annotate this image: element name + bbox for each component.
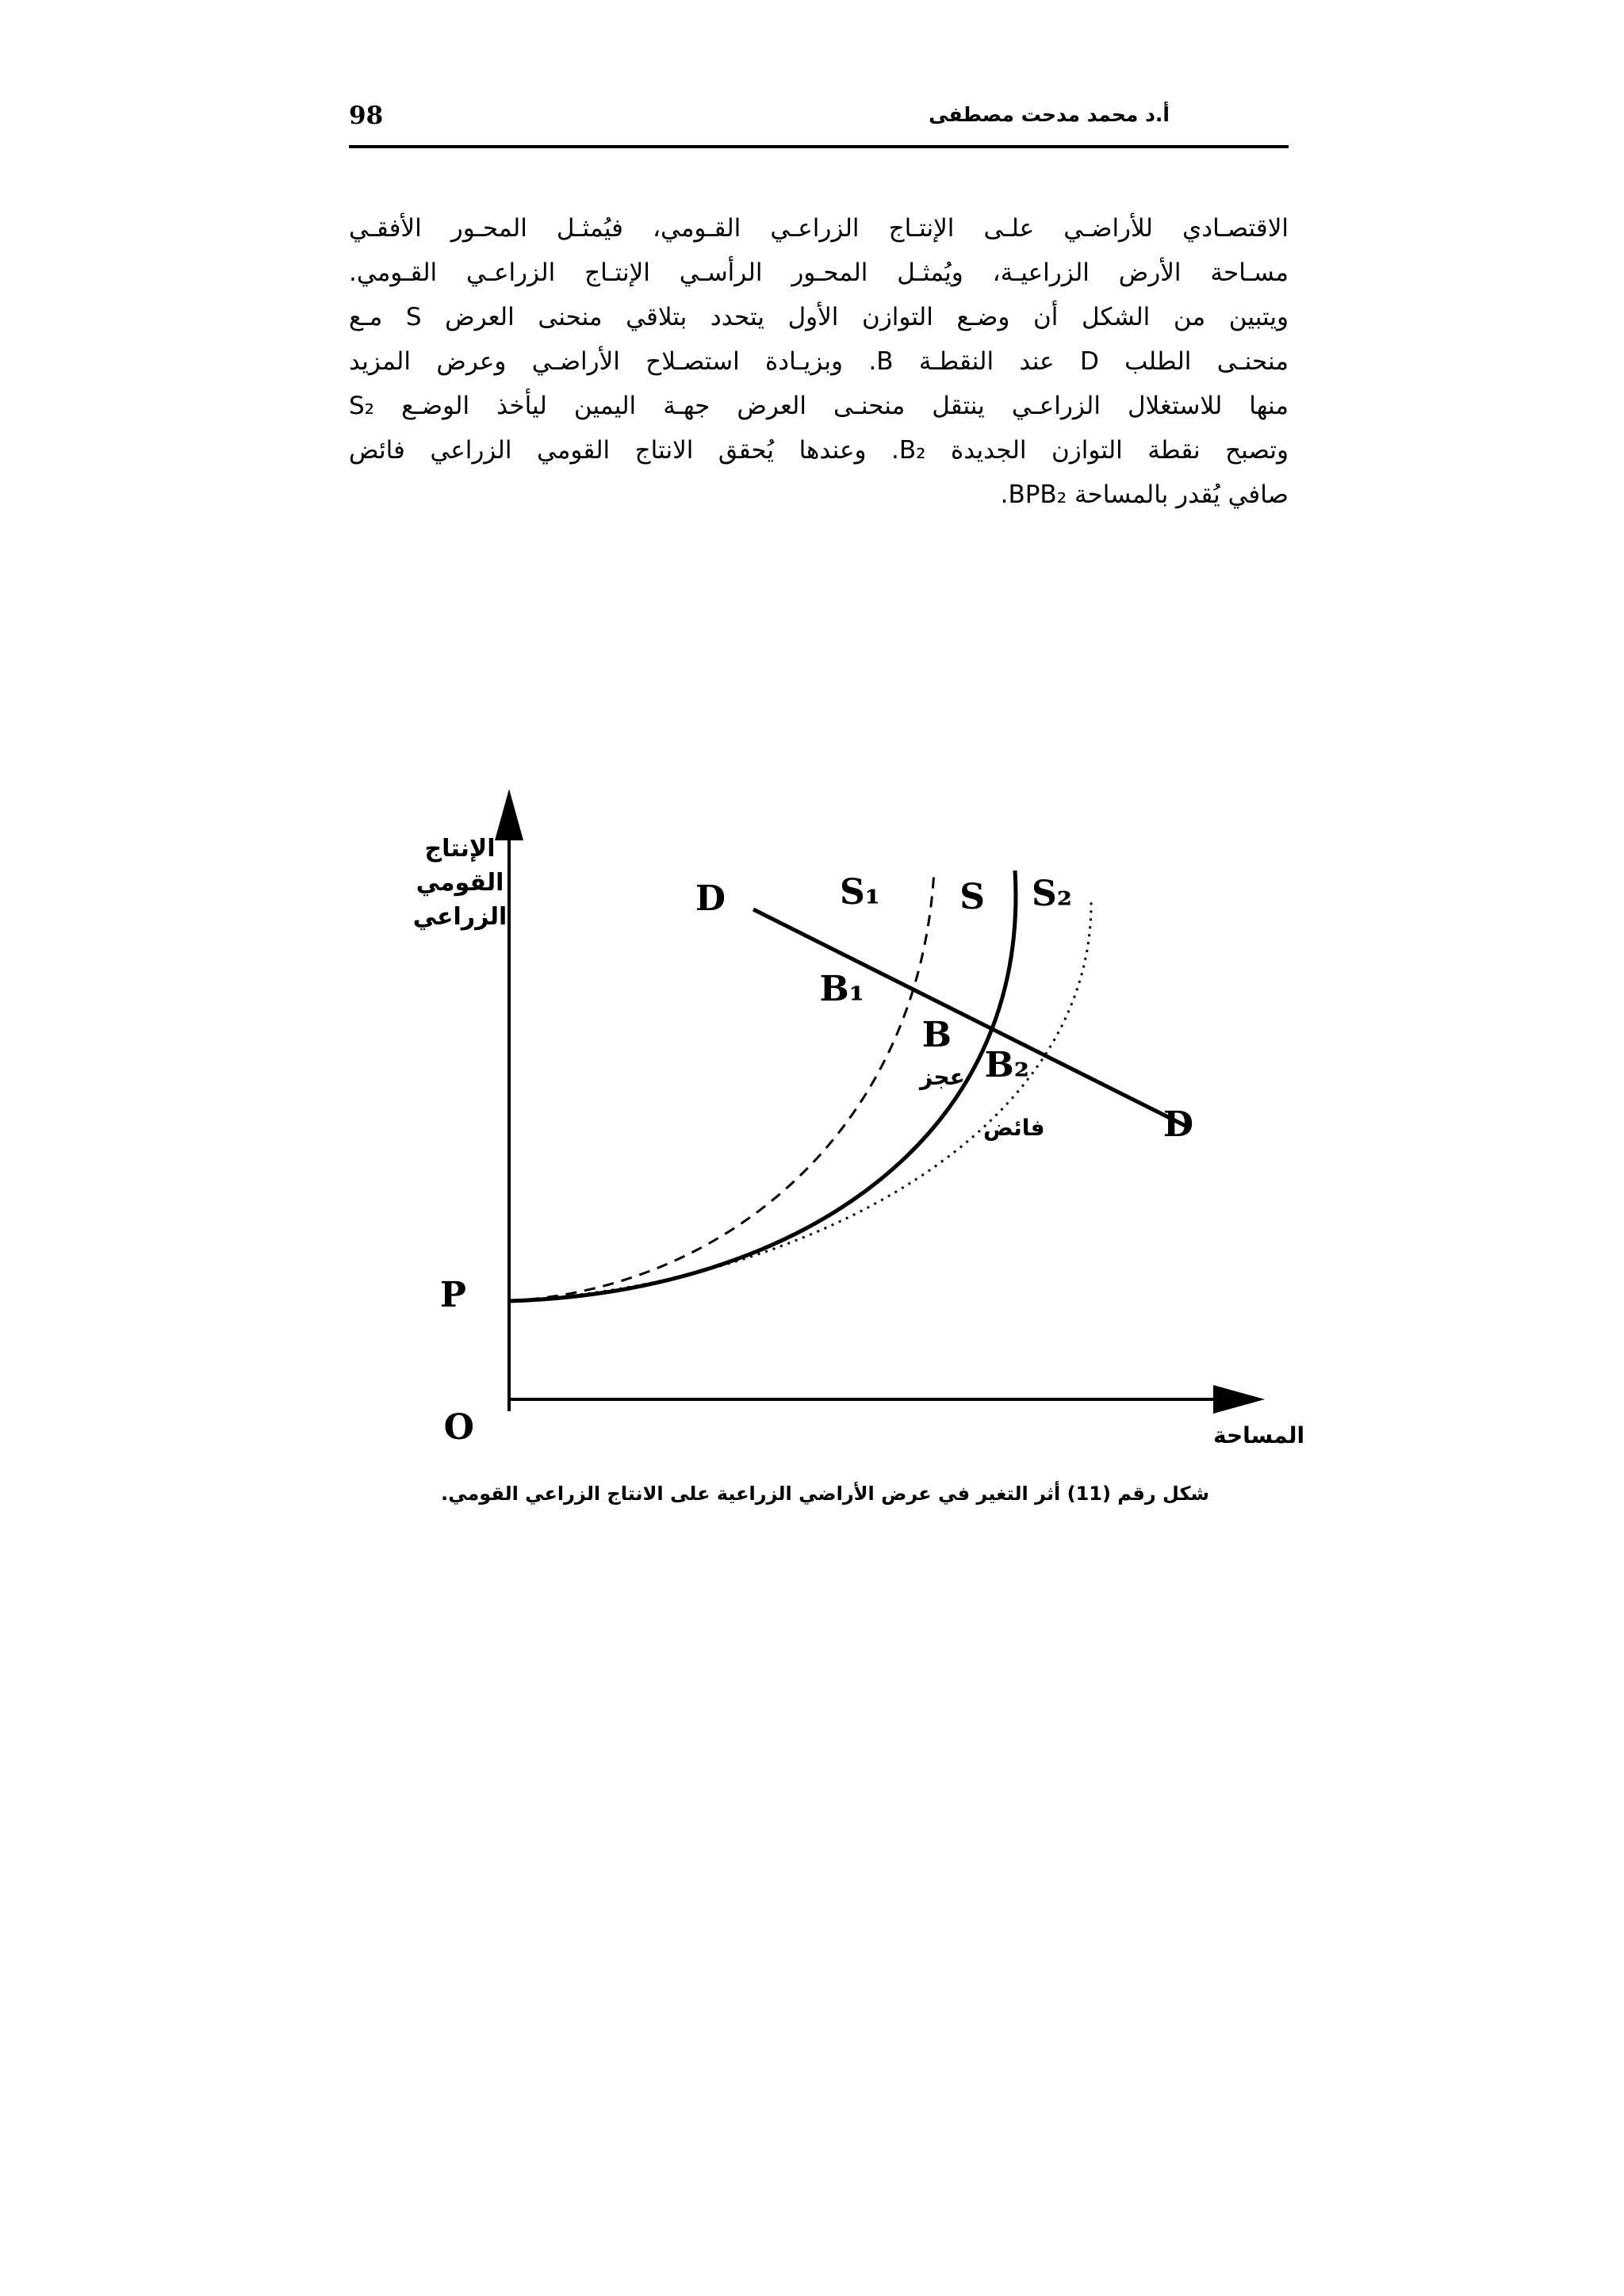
ylabel-line: الزراعي [412,903,508,931]
body-line: وتصبح نقطة التوازن الجديدة B₂. وعندها يُحقق الانتاج القومي الزراعي فائض [349,436,1289,465]
ylabel-line: القومي [416,869,504,897]
body-line: مسـاحة الأرض الزراعيـة، ويُمثـل المحـور الرأسـي الإنتـاج الزراعـي القـومي. [349,258,1289,287]
body-line: ويتبين من الشكل أن وضـع التوازن الأول يتحدد بتلاقي منحنى العرض S مـع [349,303,1289,331]
origin-label: O [443,1407,474,1448]
demand-label-end: D [1162,1104,1193,1145]
curve-s2 [509,900,1091,1301]
body-line: منحنـى الطلب D عند النقطـة B. وبزيـادة استصـلاح الأراضـي وعرض المزيد [349,347,1289,376]
figure-caption: شكل رقم (11) أثر التغير في عرض الأراضي الزراعية على الانتاج الزراعي القومي. [441,1483,1209,1505]
supply-s-label: S [959,877,985,917]
deficit-label: عجز [920,1064,965,1090]
body-line: الاقتصـادي للأراضـي علـى الإنتـاج الزراعـي القـومي، فيُمثـل المحـور الأفقـي [349,214,1289,243]
author-name: أ.د محمد مدحت مصطفى [929,103,1170,126]
curve-s1 [509,871,934,1301]
supply-s1-label: S₁ [839,872,880,913]
intercept-label-p: P [439,1275,466,1315]
supply-s2-label: S₂ [1031,874,1072,914]
x-axis-arrow-icon [1213,1385,1265,1414]
body-line: صافي يُقدر بالمساحة BPB₂. [1000,480,1289,509]
point-b-label: B [921,1015,952,1055]
demand-label-start: D [695,878,726,919]
ylabel-line: الإنتاج [424,835,496,863]
page-number: 98 [349,101,384,130]
y-axis-arrow-icon [495,789,523,840]
point-b2-label: B₂ [984,1045,1029,1085]
xlabel: المساحة [1213,1422,1305,1448]
curve-d [753,909,1185,1126]
body-line: منها للاستغلال الزراعـي ينتقل منحنـى العرض جهـة اليمين ليأخذ الوضـع S₂ [349,392,1289,420]
point-b1-label: B₁ [819,969,864,1009]
surplus-label: فائض [983,1115,1045,1141]
